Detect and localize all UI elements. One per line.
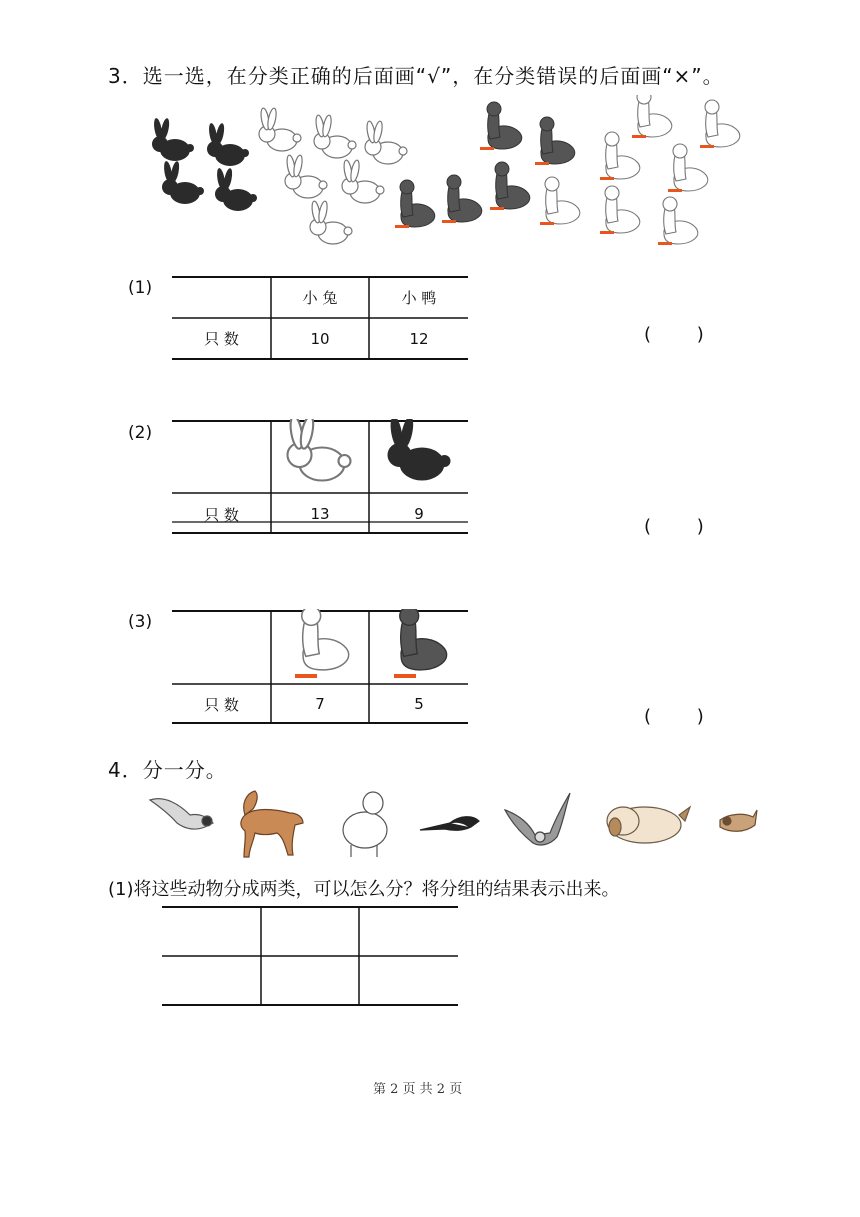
white-rabbit-icon (310, 201, 352, 244)
q3-title: 3．选一选，在分类正确的后面画“√”，在分类错误的后面画“×”。 (108, 64, 724, 88)
puppy-icon (607, 807, 690, 843)
white-rabbit-icon (314, 115, 356, 158)
gray-duck-icon (400, 609, 447, 670)
col-duck-header: 小 鸭 (401, 289, 437, 307)
q4-animals-row (145, 785, 765, 865)
sheep-icon (343, 792, 387, 857)
black-rabbit-icon (388, 419, 451, 481)
q4-title: 4．分一分。 (108, 758, 227, 782)
white-duck-icon (605, 186, 640, 233)
row-header: 只 数 (204, 695, 239, 714)
answer-blank-2[interactable]: ( ) (644, 516, 704, 537)
answer-blank-1[interactable]: ( ) (644, 324, 704, 345)
white-duck-icon (545, 177, 580, 224)
part-3-label: (3) (128, 612, 153, 632)
q4-sub1: (1)将这些动物分成两类，可以怎么分？将分组的结果表示出来。 (108, 879, 620, 900)
value-cell: 10 (310, 329, 330, 348)
row-header: 只 数 (204, 330, 239, 348)
value-cell: 9 (414, 505, 424, 523)
white-duck-icon (673, 144, 708, 191)
part-1-label: (1) (128, 278, 153, 298)
black-rabbit-icon (152, 118, 194, 161)
white-duck-icon (302, 609, 349, 670)
seagull-icon (150, 799, 213, 829)
white-duck-icon (605, 132, 640, 179)
white-rabbit-icon (259, 108, 301, 151)
gray-duck-icon (540, 117, 575, 164)
q4-cell[interactable] (162, 956, 261, 1005)
q4-cell[interactable] (359, 956, 458, 1005)
q4-cell[interactable] (261, 956, 359, 1005)
black-rabbit-icon (215, 168, 257, 211)
part-2-label: (2) (128, 423, 153, 443)
white-rabbit-icon (365, 121, 407, 164)
animals-illustration (140, 95, 750, 260)
answer-blank-3[interactable]: ( ) (644, 706, 704, 727)
white-duck-icon (663, 197, 698, 244)
eagle-icon (505, 793, 570, 845)
white-duck-icon (705, 100, 740, 147)
value-cell: 13 (310, 505, 330, 523)
value-cell: 5 (414, 695, 424, 713)
gray-duck-icon (400, 180, 435, 227)
black-rabbit-icon (207, 123, 249, 166)
gray-duck-icon (495, 162, 530, 209)
value-cell: 12 (409, 329, 429, 348)
gray-duck-icon (447, 175, 482, 222)
white-duck-icon (637, 95, 672, 137)
page-footer: 第 2 页 共 2 页 (373, 1082, 463, 1097)
gray-duck-icon (487, 102, 522, 149)
white-rabbit-icon (285, 155, 327, 198)
white-rabbit-icon (342, 160, 384, 203)
horse-icon (241, 791, 303, 857)
white-rabbit-icon (288, 419, 351, 481)
sparrow-icon (720, 810, 757, 831)
row-header: 只 数 (204, 505, 239, 524)
q4-cell[interactable] (261, 907, 359, 956)
col-rabbit-header: 小 兔 (302, 289, 338, 307)
magpie-icon (420, 817, 479, 831)
q4-cell[interactable] (162, 907, 261, 956)
q4-cell[interactable] (359, 907, 458, 956)
black-rabbit-icon (162, 161, 204, 204)
value-cell: 7 (315, 695, 325, 713)
